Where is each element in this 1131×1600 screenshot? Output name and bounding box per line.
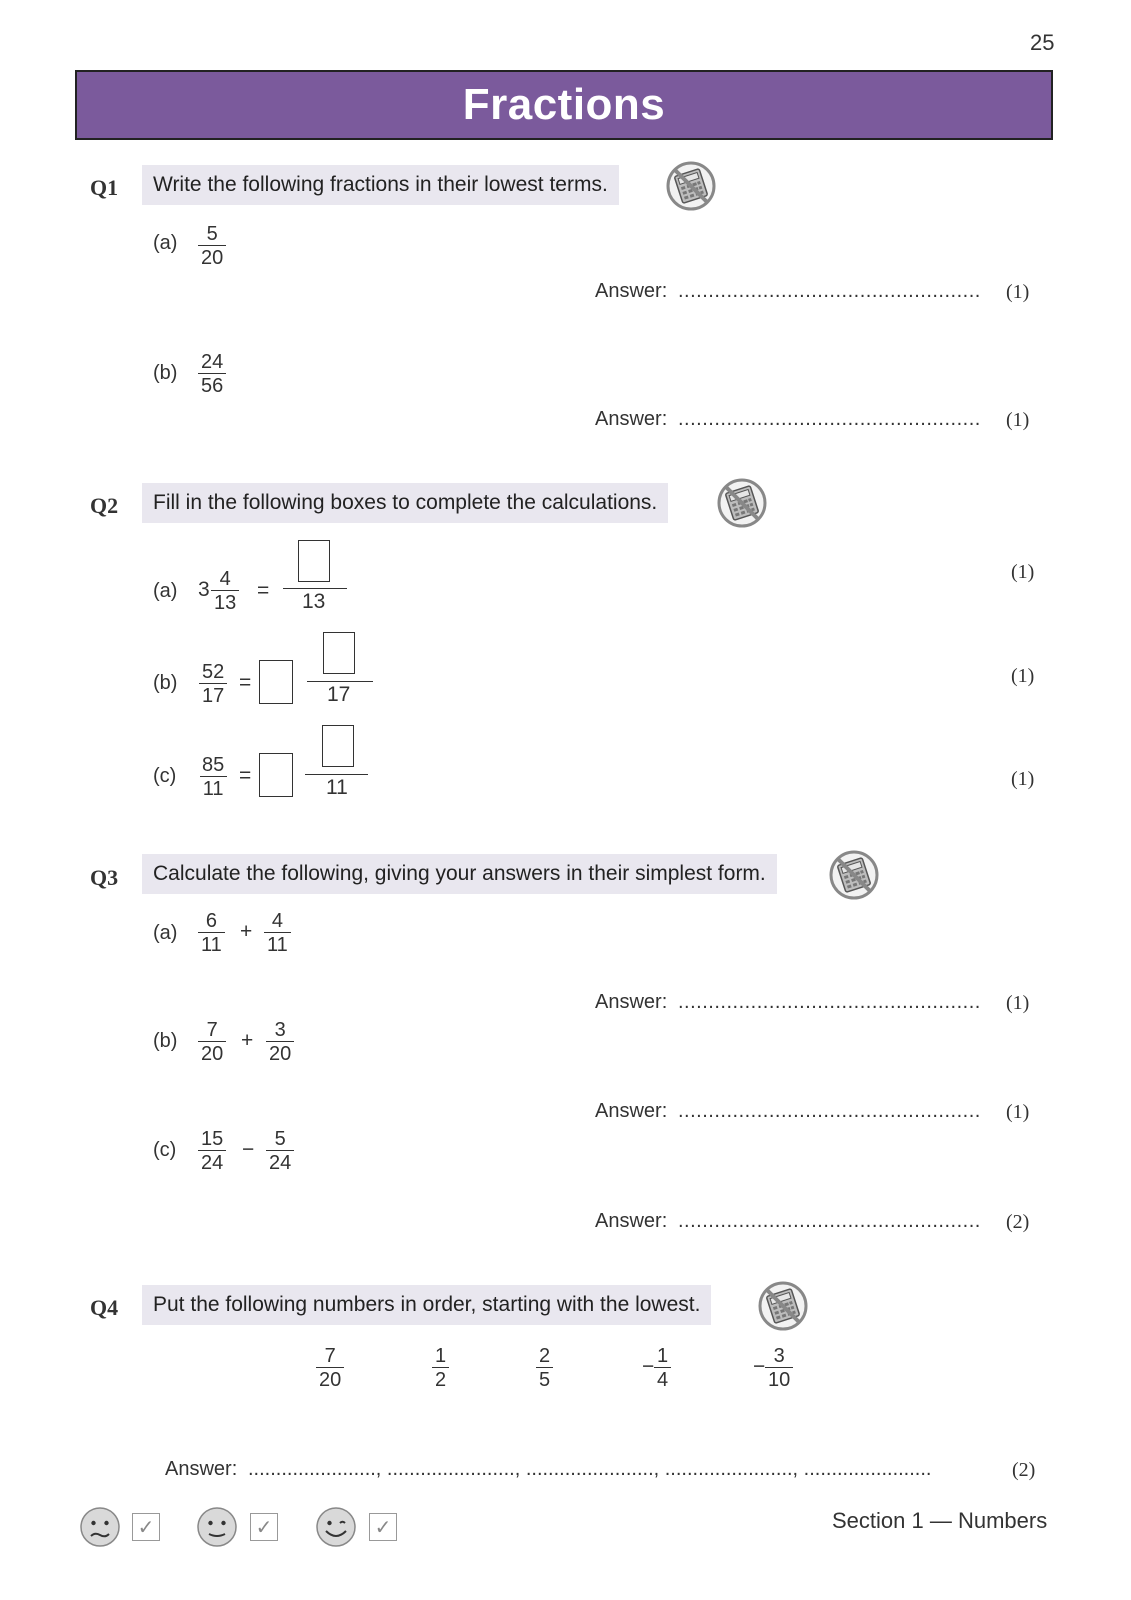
denominator: 11	[200, 776, 227, 799]
whole-number-input-box[interactable]	[259, 660, 293, 704]
denominator: 5	[536, 1367, 553, 1390]
q3-a-fraction-2	[264, 911, 291, 955]
denominator: 20	[316, 1367, 344, 1390]
q1-part-a-label: (a)	[153, 232, 178, 254]
numerator: 4	[219, 568, 231, 590]
minus-sign: −	[642, 1355, 655, 1378]
denominator: 56	[198, 373, 226, 396]
answer-line-q3c[interactable]: ..................................................	[678, 1210, 981, 1232]
marks-q1a: (1)	[1006, 281, 1030, 303]
operator: −	[242, 1138, 255, 1161]
fraction-bar	[283, 588, 347, 589]
whole-number: 3	[198, 578, 210, 601]
q1-part-b-label: (b)	[153, 362, 178, 384]
numerator: 7	[206, 1019, 218, 1041]
denominator: 17	[199, 683, 227, 706]
q2-part-a-label: (a)	[153, 580, 178, 602]
whole-number-input-box[interactable]	[259, 753, 293, 797]
numerator: 24	[201, 351, 224, 373]
question-number-q4: Q4	[90, 1295, 119, 1320]
denominator: 11	[198, 932, 225, 955]
q3-part-c-label: (c)	[153, 1139, 177, 1161]
tick-icon: ✓	[255, 1516, 273, 1539]
q1-b-fraction	[198, 352, 226, 396]
q2-part-b-label: (b)	[153, 672, 178, 694]
answer-line-q1a[interactable]: ..................................................	[678, 280, 981, 302]
marks-q2c: (1)	[1011, 768, 1035, 790]
marks-q3a: (1)	[1006, 992, 1030, 1014]
equals-sign: =	[239, 671, 252, 694]
numerator: 4	[271, 910, 283, 932]
tick-icon: ✓	[137, 1516, 155, 1539]
q4-number-3	[536, 1346, 553, 1390]
page-number: 25	[1030, 30, 1055, 55]
q2-c-fraction	[199, 755, 227, 799]
answer-line-q3b[interactable]: ..................................................	[678, 1100, 981, 1122]
question-number-q3: Q3	[90, 865, 119, 890]
denominator: 20	[266, 1041, 294, 1064]
section-footer: Section 1 — Numbers	[832, 1508, 1048, 1533]
equals-sign: =	[239, 764, 252, 787]
no-calculator-icon	[665, 160, 717, 212]
denominator: 13	[211, 590, 239, 613]
confidence-tick-box[interactable]	[369, 1513, 397, 1541]
denominator: 20	[198, 1041, 226, 1064]
denominator: 4	[654, 1367, 671, 1390]
fraction-bar	[305, 774, 368, 775]
answer-line-q3a[interactable]: ..................................................	[678, 991, 981, 1013]
numerator: 3	[274, 1019, 286, 1041]
tick-icon: ✓	[374, 1516, 392, 1539]
happy-face-icon	[315, 1506, 357, 1548]
confidence-tick-box[interactable]	[132, 1513, 160, 1541]
q4-number-5	[765, 1346, 793, 1390]
fraction-bar	[307, 681, 373, 682]
numerator: 15	[201, 1128, 224, 1150]
operator: +	[241, 1029, 254, 1052]
question-prompt-q1: Write the following fractions in their lowest terms.	[142, 165, 619, 205]
numerator-input-box[interactable]	[323, 632, 355, 674]
question-prompt-q2: Fill in the following boxes to complete the calculations.	[142, 483, 668, 523]
marks-q3c: (2)	[1006, 1211, 1030, 1233]
denominator: 11	[326, 776, 348, 799]
answer-label: Answer:	[595, 1100, 668, 1122]
marks-q4: (2)	[1012, 1459, 1036, 1481]
neutral-face-icon	[196, 1506, 238, 1548]
q3-c-fraction-1	[198, 1129, 226, 1173]
q2-a-fraction	[211, 569, 239, 613]
numerator: 5	[274, 1128, 286, 1150]
denominator: 10	[765, 1367, 793, 1390]
q1-a-fraction	[198, 224, 226, 268]
denominator: 13	[302, 590, 326, 613]
q3-b-fraction-2	[266, 1020, 294, 1064]
numerator: 1	[435, 1345, 447, 1367]
answer-label: Answer:	[595, 408, 668, 430]
no-calculator-icon	[757, 1280, 809, 1332]
answer-label: Answer:	[595, 1210, 668, 1232]
q3-c-fraction-2	[266, 1129, 294, 1173]
numerator: 7	[324, 1345, 336, 1367]
question-number-q1: Q1	[90, 175, 119, 200]
numerator-input-box[interactable]	[298, 540, 330, 582]
page-title: Fractions	[462, 80, 666, 129]
q2-part-c-label: (c)	[153, 765, 177, 787]
marks-q2a: (1)	[1011, 561, 1035, 583]
question-number-q2: Q2	[90, 493, 119, 518]
numerator: 6	[205, 910, 217, 932]
question-prompt-q3: Calculate the following, giving your answers in their simplest form.	[142, 854, 777, 894]
marks-q3b: (1)	[1006, 1101, 1030, 1123]
q4-number-2	[432, 1346, 449, 1390]
q3-a-fraction-1	[198, 911, 225, 955]
answer-line-q4[interactable]: ......................., ......................., ......................., ......................., .......................	[248, 1458, 932, 1480]
denominator: 17	[327, 683, 351, 706]
numerator: 3	[773, 1345, 785, 1367]
no-calculator-icon	[716, 477, 768, 529]
operator: +	[240, 920, 253, 943]
equals-sign: =	[257, 579, 270, 602]
denominator: 2	[432, 1367, 449, 1390]
numerator: 5	[206, 223, 218, 245]
q3-b-fraction-1	[198, 1020, 226, 1064]
answer-label: Answer:	[595, 280, 668, 302]
numerator: 1	[657, 1345, 669, 1367]
answer-label: Answer:	[595, 991, 668, 1013]
marks-q1b: (1)	[1006, 409, 1030, 431]
q3-part-a-label: (a)	[153, 922, 178, 944]
denominator: 24	[198, 1150, 226, 1173]
confidence-tick-box[interactable]	[250, 1513, 278, 1541]
minus-sign: −	[753, 1355, 766, 1378]
denominator: 11	[264, 932, 291, 955]
answer-label: Answer:	[165, 1458, 238, 1480]
q3-part-b-label: (b)	[153, 1030, 178, 1052]
q2-b-fraction	[199, 662, 227, 706]
numerator: 85	[202, 754, 225, 776]
numerator-input-box[interactable]	[322, 725, 354, 767]
marks-q2b: (1)	[1011, 665, 1035, 687]
denominator: 24	[266, 1150, 294, 1173]
denominator: 20	[198, 245, 226, 268]
question-prompt-q4: Put the following numbers in order, starting with the lowest.	[142, 1285, 711, 1325]
answer-line-q1b[interactable]: ..................................................	[678, 408, 981, 430]
numerator: 52	[202, 661, 225, 683]
numerator: 2	[539, 1345, 551, 1367]
q4-number-4	[654, 1346, 671, 1390]
q4-number-1	[316, 1346, 344, 1390]
no-calculator-icon	[828, 849, 880, 901]
title-banner	[75, 70, 1053, 140]
sad-face-icon	[79, 1506, 121, 1548]
